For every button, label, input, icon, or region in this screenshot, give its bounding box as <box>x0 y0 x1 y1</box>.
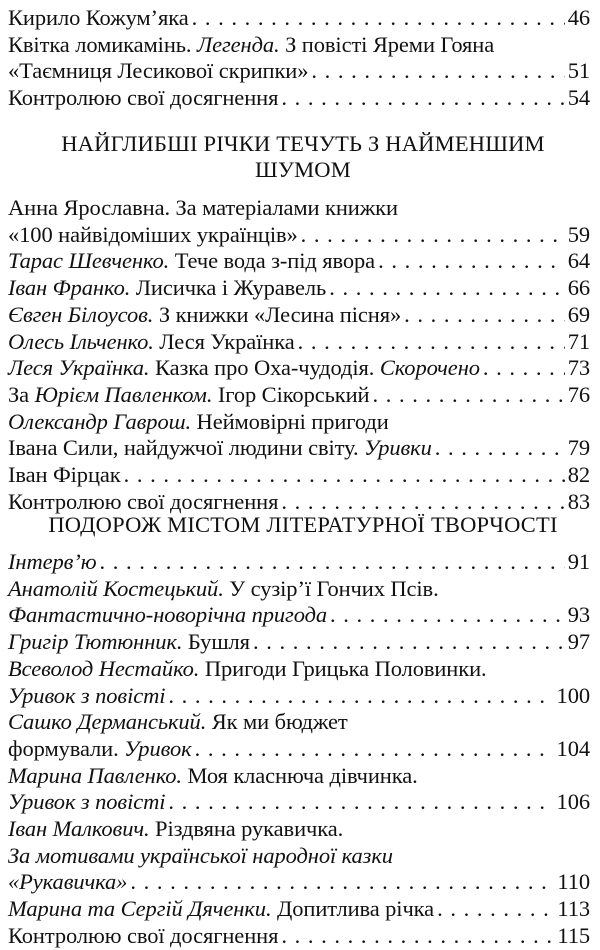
toc-entry[interactable] <box>8 628 590 656</box>
toc-text: Контролюю свої досягнення <box>8 488 279 514</box>
dot-leader <box>378 247 565 275</box>
dot-leader <box>195 735 554 763</box>
toc-text: Пригоди Грицька Половинки. <box>199 655 487 681</box>
page-number: 97 <box>567 629 590 655</box>
toc-entry-title <box>8 57 308 85</box>
dot-leader <box>192 4 565 32</box>
toc-entry[interactable] <box>8 408 590 436</box>
toc-italic-text: Євген Білоусов. <box>8 301 154 327</box>
page-number: 115 <box>557 922 590 948</box>
toc-text: «Таємниця Лесикової скрипки» <box>8 58 309 84</box>
toc-entry[interactable] <box>8 194 590 222</box>
toc-italic-text: Фантастично-новорічна пригода <box>8 602 328 628</box>
page-number: 46 <box>567 5 590 30</box>
toc-entry[interactable] <box>8 84 590 112</box>
toc-entry[interactable] <box>8 815 590 843</box>
page-number: 93 <box>567 602 590 628</box>
toc-entry-title <box>8 682 165 710</box>
toc-italic-text: «Рукавичка» <box>8 869 128 895</box>
toc-entry[interactable] <box>8 708 590 736</box>
dot-leader <box>99 548 564 576</box>
toc-italic-text: Всеволод Нестайко. <box>8 655 200 681</box>
toc-text: Леся Українка <box>153 328 295 354</box>
toc-entry-title <box>8 84 278 112</box>
page-number: 83 <box>567 488 590 514</box>
toc-entry[interactable] <box>8 221 590 249</box>
page-number: 54 <box>567 85 590 111</box>
toc-entry-title <box>8 628 250 656</box>
toc-entry[interactable] <box>8 548 590 576</box>
toc-italic-text: Леся Українка. <box>8 355 150 381</box>
page-number: 104 <box>556 735 590 761</box>
page-number: 113 <box>557 896 590 922</box>
dot-leader <box>168 682 553 710</box>
toc-text: Івана Сили, найдужчої людини світу. <box>8 435 365 461</box>
toc-entry[interactable] <box>8 575 590 603</box>
toc-entry[interactable] <box>8 735 590 763</box>
toc-entry-title <box>8 708 590 736</box>
dot-leader <box>253 628 565 656</box>
toc-text: Допитлива річка <box>271 896 435 922</box>
toc-entry-title <box>8 31 590 59</box>
toc-entry-title <box>8 301 401 329</box>
page-number: 82 <box>567 462 590 487</box>
dot-leader <box>435 434 565 462</box>
toc-text: Бушля <box>182 629 250 655</box>
toc-text: «100 найвідоміших українців» <box>8 221 298 247</box>
dot-leader <box>372 381 564 409</box>
toc-entry-title <box>8 842 590 870</box>
toc-entry[interactable] <box>8 381 590 409</box>
page-number: 91 <box>567 549 590 574</box>
toc-entry-title <box>8 381 369 409</box>
dot-leader <box>130 868 554 896</box>
toc-text: Казка про Оха-чудодія. <box>149 355 380 381</box>
toc-italic-text: Уривки <box>364 435 432 461</box>
page-number: 51 <box>567 58 590 84</box>
toc-entry-title <box>8 408 590 436</box>
page-number: 110 <box>557 869 590 895</box>
toc-entry-title <box>8 194 590 222</box>
toc-text: Квітка ломикамінь. <box>8 31 197 57</box>
dot-leader <box>330 601 565 629</box>
toc-entry[interactable] <box>8 247 590 275</box>
page-number: 64 <box>567 248 590 274</box>
toc-text: З книжки «Лесина пісня» <box>153 301 402 327</box>
toc-entry[interactable] <box>8 274 590 302</box>
dot-leader <box>483 354 565 382</box>
toc-italic-text: Легенда. <box>196 31 280 57</box>
toc-entry-title <box>8 788 165 816</box>
dot-leader <box>168 788 553 816</box>
toc-entry[interactable] <box>8 762 590 790</box>
toc-text: Кирило Кожум’яка <box>8 5 189 30</box>
toc-entry[interactable] <box>8 868 590 896</box>
section-heading: ПОДОРОЖ МІСТОМ ЛІТЕРАТУРНОЇ ТВОРЧОСТІ <box>48 512 558 537</box>
toc-entry-title <box>8 461 121 489</box>
toc-entry-title <box>8 274 326 302</box>
dot-leader <box>437 895 554 923</box>
toc-entry[interactable] <box>8 31 590 59</box>
toc-entry-title <box>8 247 375 275</box>
toc-entry-title <box>8 735 192 763</box>
toc-italic-text: Уривок з повісті <box>8 789 166 815</box>
toc-entry[interactable] <box>8 301 590 329</box>
toc-text: Різдвяна рукавичка. <box>149 816 344 841</box>
toc-text: У сузір’ї Гончих Псів. <box>223 575 439 601</box>
toc-entry[interactable] <box>8 461 590 489</box>
dot-leader <box>298 328 565 356</box>
page-number: 69 <box>567 301 590 327</box>
toc-entry[interactable] <box>8 788 590 816</box>
dot-leader <box>311 57 564 85</box>
toc-italic-text: Іван Франко. <box>8 275 131 301</box>
toc-italic-text: Олександр Гаврош. <box>8 408 192 434</box>
toc-italic-text: Анатолій Костецький. <box>8 575 224 601</box>
page-number: 106 <box>556 789 590 815</box>
page-number: 59 <box>567 221 590 247</box>
toc-entry-title <box>8 601 327 629</box>
toc-entry-title <box>8 815 590 843</box>
toc-entry-title <box>8 762 590 790</box>
toc-entry-title <box>8 655 590 683</box>
toc-italic-text: Юрієм Павленком. <box>34 381 213 407</box>
dot-leader <box>124 461 565 489</box>
toc-entry[interactable] <box>8 895 590 923</box>
toc-text: Ігор Сікорський <box>212 381 370 407</box>
page-number: 66 <box>567 275 590 301</box>
toc-text: За <box>8 381 35 407</box>
toc-italic-text: Григір Тютюнник. <box>8 629 183 655</box>
toc-italic-text: Скорочено <box>379 355 480 381</box>
toc-italic-text: Марина та Сергій Дяченки. <box>8 896 272 922</box>
toc-entry[interactable] <box>8 434 590 462</box>
toc-entry[interactable] <box>8 655 590 683</box>
toc-text: Моя класнюча дівчинка. <box>181 762 418 788</box>
toc-entry-title <box>8 575 590 603</box>
dot-leader <box>404 301 565 329</box>
toc-text: Як ми бюджет <box>206 709 348 735</box>
toc-entry[interactable] <box>8 354 590 382</box>
toc-entry[interactable] <box>8 57 590 85</box>
toc-text: Тече вода з-під явора <box>169 248 376 274</box>
toc-entry-title <box>8 354 480 382</box>
toc-italic-text: За мотивами української народної казки <box>8 842 393 868</box>
toc-entry-title <box>8 548 96 576</box>
section-heading: ШУМОМ <box>255 157 351 182</box>
toc-text: Іван Фірцак <box>8 462 121 487</box>
toc-entry-title <box>8 4 189 32</box>
page-number: 100 <box>556 682 590 708</box>
toc-entry-title <box>8 895 434 923</box>
toc-entry-title <box>8 221 298 249</box>
page-number: 79 <box>567 435 590 461</box>
toc-text: Контролюю свої досягнення <box>8 922 279 948</box>
toc-italic-text: Марина Павленко. <box>8 762 182 788</box>
toc-entry-title <box>8 434 432 462</box>
page-number: 76 <box>567 381 590 407</box>
page-number: 71 <box>567 328 590 354</box>
toc-italic-text: Іван Малкович. <box>8 816 150 841</box>
toc-entry[interactable] <box>8 4 590 32</box>
toc-entry[interactable] <box>8 842 590 870</box>
toc-text: Анна Ярославна. За матеріалами книжки <box>8 195 398 220</box>
section-heading: НАЙГЛИБШІ РІЧКИ ТЕЧУТЬ З НАЙМЕНШИМ <box>61 131 545 156</box>
toc-italic-text: Тарас Шевченко. <box>8 248 170 274</box>
toc-text: Контролюю свої досягнення <box>8 85 279 111</box>
dot-leader <box>329 274 564 302</box>
page-number: 73 <box>567 355 590 381</box>
toc-text: Лисичка і Журавель <box>130 275 327 301</box>
toc-italic-text: Сашко Дерманський. <box>8 709 207 735</box>
toc-text: З повісті Яреми Гояна <box>279 31 495 57</box>
dot-leader <box>301 221 565 249</box>
toc-text: Неймовірні пригоди <box>191 408 389 434</box>
toc-entry[interactable] <box>8 328 590 356</box>
toc-entry[interactable] <box>8 601 590 629</box>
toc-text: формували. <box>8 735 125 761</box>
toc-entry[interactable] <box>8 682 590 710</box>
toc-italic-text: Уривок з повісті <box>8 682 166 708</box>
toc-italic-text: Уривок <box>124 735 192 761</box>
toc-italic-text: Олесь Ільченко. <box>8 328 154 354</box>
dot-leader <box>281 84 564 112</box>
toc-entry-title <box>8 328 295 356</box>
toc-italic-text: Інтерв’ю <box>8 549 97 574</box>
toc-entry-title <box>8 868 127 896</box>
